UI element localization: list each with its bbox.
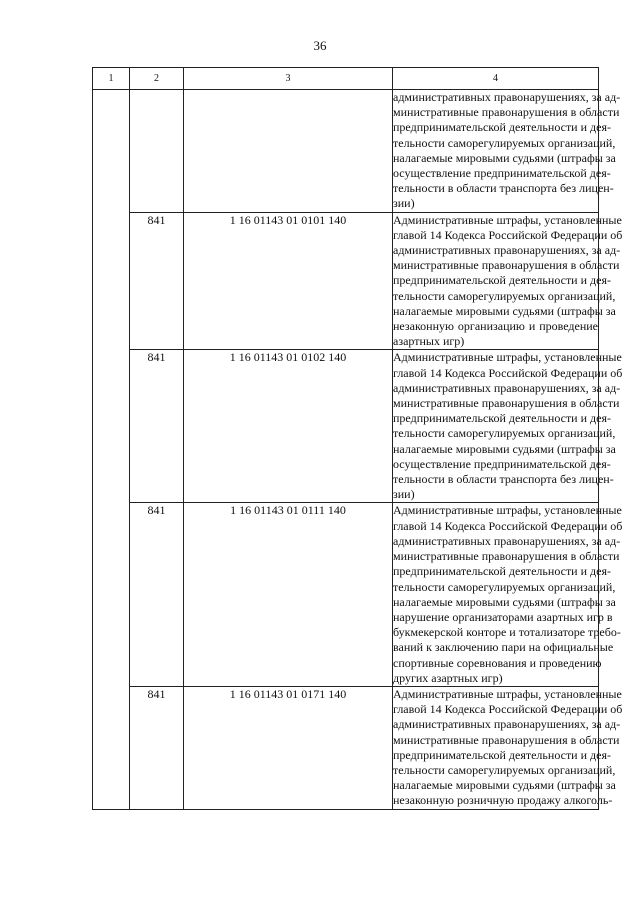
- revenue-code-cell: 1 16 01143 01 0102 140: [184, 350, 393, 503]
- description-cell: [393, 350, 623, 503]
- column-number-1: 1: [93, 68, 130, 90]
- column-number-3: 3: [184, 68, 393, 90]
- description-line: осуществление предпринимательской дея-: [393, 166, 611, 181]
- description-line: зии): [393, 196, 415, 211]
- description-line: незаконную организацию и проведение: [393, 319, 598, 334]
- description-line: налагаемые мировыми судьями (штрафы за: [393, 303, 616, 318]
- admin-code-cell: 841: [130, 212, 184, 350]
- description-line: административных правонарушениях, за ад-: [393, 533, 621, 548]
- table-row: [93, 212, 599, 350]
- description-line: налагаемые мировыми судьями (штрафы за: [393, 441, 616, 456]
- description-line: предпринимательской деятельности и дея-: [393, 564, 611, 579]
- description-line: нарушение организаторами азартных игр в: [393, 609, 613, 624]
- column-number-2: 2: [130, 68, 184, 90]
- description-line: административных правонарушениях, за ад-: [393, 243, 621, 258]
- description-line: спортивные соревнования и проведению: [393, 655, 602, 670]
- description-line: административных правонарушениях, за ад-: [393, 90, 621, 104]
- description-line: зии): [393, 487, 415, 502]
- description-line: административных правонарушениях, за ад-: [393, 380, 621, 395]
- description-cell: [393, 212, 623, 350]
- table-header-row: [93, 68, 599, 90]
- group-cell: [93, 90, 130, 810]
- description-line: Административные штрафы, установленные: [393, 212, 622, 227]
- table-body: [93, 90, 623, 810]
- description-cell: [393, 90, 621, 213]
- description-line: главой 14 Кодекса Российской Федерации об: [393, 518, 623, 533]
- description-line: министративные правонарушения в области: [393, 549, 620, 564]
- admin-code-cell: [130, 90, 184, 213]
- description-line: других азартных игр): [393, 670, 503, 685]
- description-line: азартных игр): [393, 334, 465, 349]
- table-row: [93, 503, 599, 686]
- description-line: ваний к заключению пари на официальные: [393, 640, 614, 655]
- description-line: букмекерской конторе и тотализаторе требо-: [393, 625, 621, 640]
- admin-code-cell: 841: [130, 350, 184, 503]
- description-line: налагаемые мировыми судьями (штрафы за: [393, 594, 616, 609]
- description-line: налагаемые мировыми судьями (штрафы за: [393, 778, 616, 793]
- description-cell: [393, 503, 623, 686]
- description-line: административных правонарушениях, за ад-: [393, 717, 621, 732]
- description-line: предпринимательской деятельности и дея-: [393, 120, 611, 135]
- description-line: налагаемые мировыми судьями (штрафы за: [393, 150, 616, 165]
- description-line: главой 14 Кодекса Российской Федерации об: [393, 365, 623, 380]
- admin-code-cell: 841: [130, 503, 184, 686]
- description-cell: [393, 686, 623, 809]
- column-number-4: 4: [393, 68, 599, 90]
- description-line: тельности в области транспорта без лицен-: [393, 472, 614, 487]
- table-row: [93, 350, 599, 503]
- description-line: главой 14 Кодекса Российской Федерации об: [393, 227, 623, 242]
- description-line: министративные правонарушения в области: [393, 396, 620, 411]
- description-line: предпринимательской деятельности и дея-: [393, 273, 611, 288]
- description-line: предпринимательской деятельности и дея-: [393, 411, 611, 426]
- table-row: [93, 686, 599, 809]
- description-line: Административные штрафы, установленные: [393, 350, 622, 365]
- page-number: 36: [313, 38, 327, 53]
- description-line: тельности в области транспорта без лицен-: [393, 181, 614, 196]
- description-line: незаконную розничную продажу алкоголь-: [393, 793, 613, 808]
- revenue-code-cell: 1 16 01143 01 0171 140: [184, 686, 393, 809]
- description-line: тельности саморегулируемых организаций,: [393, 762, 616, 777]
- description-line: Административные штрафы, установленные: [393, 503, 622, 518]
- description-line: тельности саморегулируемых организаций,: [393, 135, 616, 150]
- description-line: предпринимательской деятельности и дея-: [393, 747, 611, 762]
- revenue-code-cell: 1 16 01143 01 0111 140: [184, 503, 393, 686]
- description-line: осуществление предпринимательской дея-: [393, 456, 611, 471]
- revenue-code-table: [92, 67, 623, 810]
- description-line: тельности саморегулируемых организаций,: [393, 288, 616, 303]
- description-line: главой 14 Кодекса Российской Федерации об: [393, 702, 623, 717]
- revenue-code-cell: 1 16 01143 01 0101 140: [184, 212, 393, 350]
- description-line: министративные правонарушения в области: [393, 258, 620, 273]
- description-line: министративные правонарушения в области: [393, 732, 620, 747]
- description-line: тельности саморегулируемых организаций,: [393, 426, 616, 441]
- revenue-code-cell: [184, 90, 393, 213]
- table-row: [93, 90, 599, 213]
- description-line: Административные штрафы, установленные: [393, 686, 622, 701]
- description-line: министративные правонарушения в области: [393, 105, 620, 120]
- description-line: тельности саморегулируемых организаций,: [393, 579, 616, 594]
- admin-code-cell: 841: [130, 686, 184, 809]
